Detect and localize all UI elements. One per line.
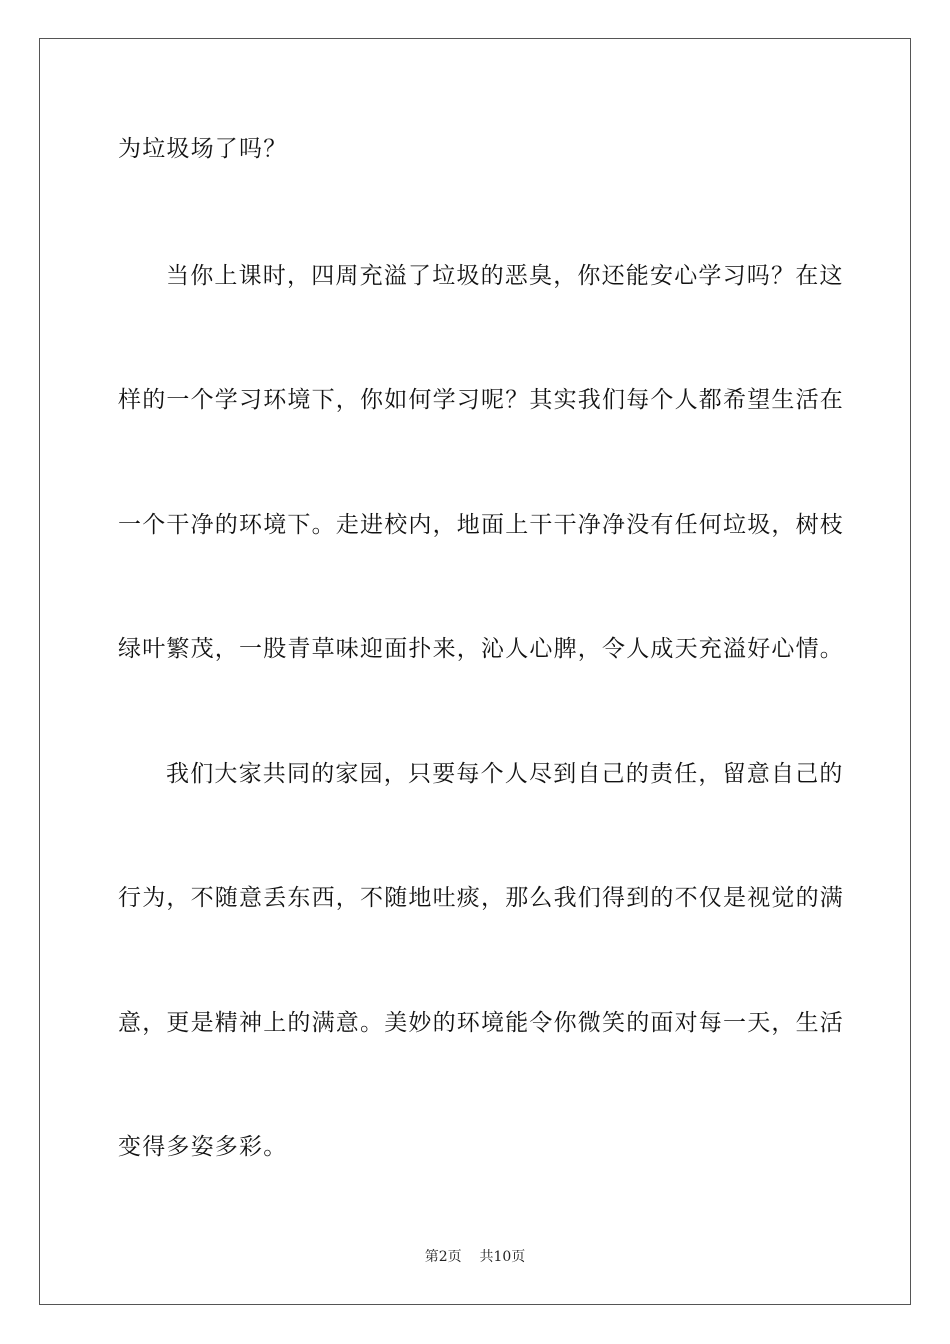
paragraph-line: 当你上课时，四周充溢了垃圾的恶臭，你还能安心学习吗？在这	[166, 263, 844, 289]
paragraph-line: 行为，不随意丢东西，不随地吐痰，那么我们得到的不仅是视觉的满	[118, 885, 844, 911]
paragraph-line: 一个干净的环境下。走进校内，地面上干干净净没有任何垃圾，树枝	[118, 512, 844, 538]
page-total: 共10页	[479, 1249, 526, 1265]
paragraph-line: 为垃圾场了吗？	[118, 136, 288, 162]
paragraph-line: 变得多姿多彩。	[118, 1134, 288, 1160]
page-footer	[0, 1248, 950, 1266]
paragraph-line: 绿叶繁茂，一股青草味迎面扑来，沁人心脾，令人成天充溢好心情。	[118, 636, 844, 662]
page-frame	[39, 38, 911, 1305]
paragraph-line: 样的一个学习环境下，你如何学习呢？其实我们每个人都希望生活在	[118, 387, 844, 413]
paragraph-line: 意，更是精神上的满意。美妙的环境能令你微笑的面对每一天，生活	[118, 1010, 844, 1036]
page-number: 第2页	[424, 1249, 462, 1265]
paragraph-line: 我们大家共同的家园，只要每个人尽到自己的责任，留意自己的	[166, 761, 844, 787]
